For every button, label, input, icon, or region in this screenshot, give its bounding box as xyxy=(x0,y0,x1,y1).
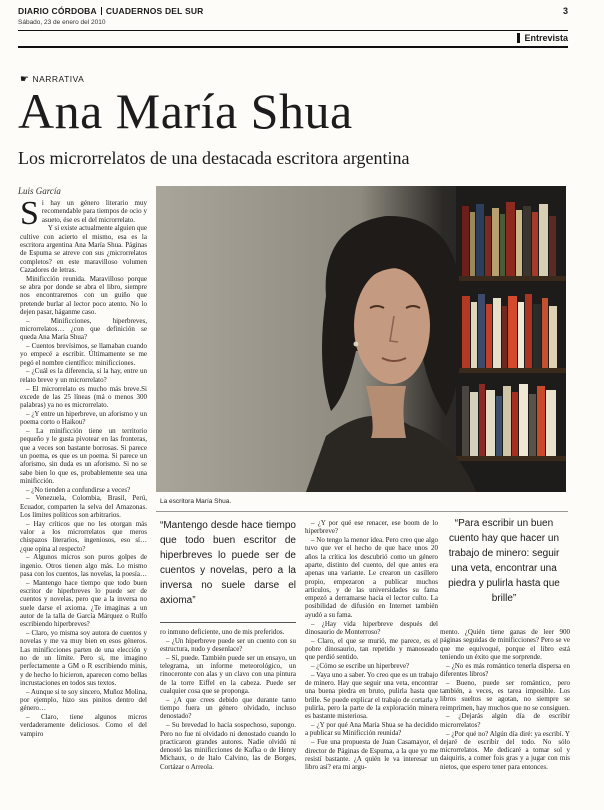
text-column-2 xyxy=(160,628,296,805)
caption-rule xyxy=(156,511,568,512)
section-label: Entrevista xyxy=(517,33,568,43)
masthead xyxy=(18,6,204,16)
paragraph: – ¿No tienden a confundirse a veces? xyxy=(26,485,131,494)
paragraph: – ¿Por qué no? Algún día diré: ya escribí. Y dejaré de escribir del todo. No sólo microrrelatos. Me dedicaré a tomar sol y daiquiris, a comer fois gras y a jugar con mis nietos, que espero tener para entonces. xyxy=(440,729,570,771)
text-column-3 xyxy=(305,519,438,805)
masthead-divider xyxy=(101,7,102,15)
pointing-hand-icon: ☛ xyxy=(20,74,30,85)
pull-quote-right: “Para escribir un buen cuento hay que hacer un trabajo de minero: seguir una veta, encontrar una piedra y pulirla hasta que brille” xyxy=(448,518,560,604)
drop-cap: S xyxy=(20,199,39,232)
photo-caption: La escritora María Shua. xyxy=(160,498,232,505)
byline: Luis García xyxy=(18,186,61,196)
paragraph: – ¿Cómo se escribe un hiperbreve? xyxy=(311,662,410,671)
masthead-rule xyxy=(18,30,568,31)
paragraph: – Bueno, puede ser romántico, pero también, a veces, es tarea imposible. Los libros sueltos se agotan, no siempre se reimprimen, hay muchos que no se consiguen. xyxy=(440,678,570,712)
paragraph: – Fue una propuesta de Juan Casamayor, el director de Páginas de Espuma, a la que yo me resistí bastante. ¿A quién le va interesar un libro así? era mi argu- xyxy=(305,738,438,772)
issue-date: Sábado, 23 de enero del 2010 xyxy=(18,19,106,26)
paragraph: – La minificción tiene un territorio pequeño y le gusta pivotear en las fronteras, que a veces son bastante borrosas. Si parece un poema, es que es un poema. Si parece un aforismo, sin duda es un aforismo. Si no se sabe bien lo que es, probablemente sea una minificción. xyxy=(20,427,147,485)
pull-quote-rule xyxy=(160,622,296,623)
author-photo xyxy=(156,186,566,492)
paragraph: – Algunos micros son puros golpes de ingenio. Otros tienen algo más. Lo mismo pasa con los cuentos, las novelas, la poesía… xyxy=(20,553,147,579)
paper-name: DIARIO CÓRDOBA xyxy=(18,6,97,16)
page-number: 3 xyxy=(562,6,568,16)
paragraph: mento. ¿Quién tiene ganas de leer 900 páginas seguidas de minificciones? Pero se ve que me equivoqué, porque el libro está teniendo un éxito que me sorprende. xyxy=(440,628,570,661)
paragraph: – ¿Y entre un hiperbreve, un aforismo y un poema corto o Haikou? xyxy=(20,409,147,427)
paragraph: – Hay críticos que no les otorgan más valor a los microrrelatos que meros chispazos literarios, ingeniosos, eso sí… ¿que opina al respecto? xyxy=(20,519,147,553)
paragraph: – Aunque si te soy sincero, Muñoz Molina, por ejemplo, hizo sus pinitos dentro del género… xyxy=(20,687,147,713)
paragraph: – El microrrelato es mucho más breve.Si excede de las 25 líneas (má o menos 300 palabras) ya no es microrrelato. xyxy=(20,384,147,410)
paragraph: – Venezuela, Colombia, Brasil, Perú, Ecuador, comparten la selva del Amazonas. Los límites políticos son arbitrarios. xyxy=(20,494,147,519)
kicker-text: NARRATIVA xyxy=(32,74,85,84)
portrait-illustration xyxy=(156,186,566,492)
paragraph: – Claro, yo misma soy autora de cuentos y novelas y me va muy bien en esos géneros. Las minificciones parten de una elección y no de un límite. Pero si, me imagino perfectamente a GM o R escribiendo minis, y de hecho lo hicieron, aparecen como bellas incrustaciones en todos sus textos. xyxy=(20,629,147,687)
paragraph: – Minificciones, hiperbreves, microrrelatos… ¿con que definición se queda Ana María Shua? xyxy=(20,316,147,342)
paragraph: – Vaya uno a saber. Yo creo que es un trabajo de minero. Hay que seguir una veta, encontrar una buena piedra en bruto, pulirla hasta que brille. Se puede explicar el trabajo de cortarla y pulirla, pero la parte de la exploración minera es bastante misteriosa. xyxy=(305,670,438,721)
article-subtitle: Los microrrelatos de una destacada escritora argentina xyxy=(18,148,410,168)
paragraph: – ¿A que crees debido que durante tanto tiempo fuera un género olvidado, incluso denostado? xyxy=(160,695,296,721)
paragraph: – Claro, el que se murió, me parece, es el pobre dinosaurio, tan repetido y manoseado que perdió sentido. xyxy=(305,636,438,662)
paragraph: – ¿Y por qué Ana María Shua se ha decidido a publicar su Minificción reunida? xyxy=(305,721,438,738)
paragraph: – No tengo la menor idea. Pero creo que algo tuvo que ver el hecho de que hace unos 20 años la crítica los descubrió como un género aparte, distinto del cuento, del que antes era apenas una variante. Le crearon un casillero propio, empezaron a publicar muchos artículos, y de las universidades su fama empezó a derramarse hacia el lector culto. La posibilidad de difusión en Internet también ayudó a su fama. xyxy=(305,536,438,619)
article-title: Ana María Shua xyxy=(18,83,353,139)
paragraph: – ¿Cuál es la diferencia, si la hay, entre un relato breve y un microrrelato? xyxy=(20,367,147,384)
paragraph: – Su brevedad lo hacía sospechoso, supongo. Pero no fue ni olvidado ni denostado cuando lo practicaron grandes autores. Nadie olvidó ni denostó las minificciones de Kafka o de Henry Michaux, o de Italo Calvino, las de Borges, Cortázar o Arreola. xyxy=(160,721,296,771)
pull-quote-left: “Mantengo desde hace tiempo que todo buen escritor de hiperbreves lo puede ser de cuentos y novelas, pero a la inversa no suele darse el axioma” xyxy=(160,520,296,606)
paragraph: – ¿No es más romántico tenerla dispersa en diferentes libros? xyxy=(440,661,570,678)
paragraph: i hay un género literario muy recomendable para tiempos de ocio y asueto, ése es el del microrrelato. xyxy=(41,199,147,224)
paragraph: – Sí, puede. También puede ser un ensayo, un telegrama, un informe meteorológico, un rinoceronte con alas y un clavo con una pintura de la torre Eiffel en la cabeza. Puede ser cualquier cosa que se proponga. xyxy=(160,653,296,696)
paragraph: – ¿Dejarás algún día de escribir microrrelatos? xyxy=(440,712,570,729)
paragraph: – Cuentos brevísimos, se llamaban cuando yo empecé a escribir. Últimamente se me pegó el nombre científico: minificciones. xyxy=(20,342,147,367)
paragraph: – Claro, tiene algunos micros verdaderamente deliciosos. Como el del vampiro xyxy=(20,713,147,738)
text-column-1 xyxy=(20,199,147,805)
paragraph: Minificción reunida. Maravilloso porque se abra por donde se abra el libro, siempre nos encontraremos con un guiño que pretende burlar al lector poco atento. No lo dejen pasar, háganme caso. xyxy=(20,274,147,316)
paragraph: – ¿Un hiperbreve puede ser un cuento con su estructura, nudo y desenlace? xyxy=(160,636,296,654)
section-rule xyxy=(18,46,568,48)
paragraph: – Mantengo hace tiempo que todo buen escritor de hiperbreves lo puede ser de cuentos y novelas, pero que a la inversa no suele darse el axioma. ¿Te imaginas a un autor de la talla de García Márquez o Rulfo escribiendo hiperbreves? xyxy=(20,578,147,629)
paragraph: ro inmuno deficiente, uno de mis preferidos. xyxy=(160,628,285,636)
supplement-name: CUADERNOS DEL SUR xyxy=(105,6,204,16)
paragraph: – ¿Hay vida hiperbreve después del dinosaurio de Monterroso? xyxy=(305,619,438,636)
paragraph: Y si existe actualmente alguien que cultive con acierto el mismo, esa es la escritora argentina Ana María Shua. Páginas de Espuma se atreve con sus ¿microrrelatos completos? en este maravilloso volumen Cazadores de letras. xyxy=(20,224,147,274)
paragraph: – ¿Y por qué ese renacer, ese boom de lo hiperbreve? xyxy=(305,519,438,536)
text-column-4 xyxy=(440,628,570,805)
